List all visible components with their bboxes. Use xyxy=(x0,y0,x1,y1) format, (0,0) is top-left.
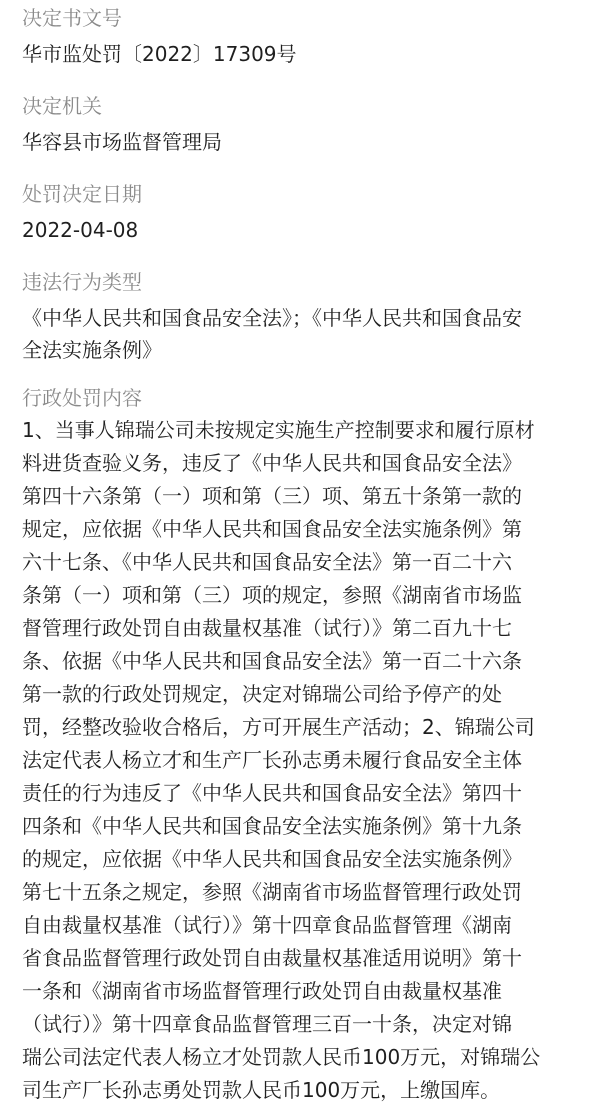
violation-type-line: 全法实施条例》 xyxy=(22,338,162,362)
penalty-content-line: 条第（一）项和第（三）项的规定，参照《湖南省市场监 xyxy=(22,583,522,607)
penalty-content-line: 自由裁量权基准（试行）》第十四章食品监督管理《湖南 xyxy=(22,913,512,937)
penalty-content-line: （试行）》第十四章食品监督管理三百一十条，决定对锦 xyxy=(22,1012,512,1036)
penalty-content-line: 第四十六条第（一）项和第（三）项、第五十条第一款的 xyxy=(22,484,522,508)
decision-date-label: 处罚决定日期 xyxy=(22,182,142,206)
decision-date-section xyxy=(22,180,578,246)
penalty-content-section xyxy=(22,384,578,1107)
penalty-content-line: 料进货查验义务，违反了《中华人民共和国食品安全法》 xyxy=(22,451,522,475)
penalty-content-line: 司生产厂长孙志勇处罚款人民币100万元，上缴国库。 xyxy=(22,1078,501,1102)
violation-type-value xyxy=(22,302,578,366)
penalty-content-line: 六十七条、《中华人民共和国食品安全法》第一百二十六 xyxy=(22,550,512,574)
penalty-content-line: 罚，经整改验收合格后，方可开展生产活动；2、锦瑞公司 xyxy=(22,715,535,739)
penalty-content-line: 1、当事人锦瑞公司未按规定实施生产控制要求和履行原材 xyxy=(22,418,535,442)
penalty-content-label: 行政处罚内容 xyxy=(22,386,142,410)
penalty-content-line: 责任的行为违反了《中华人民共和国食品安全法》第四十 xyxy=(22,781,522,805)
decision-date-value: 2022-04-08 xyxy=(22,218,139,242)
penalty-content-line: 第七十五条之规定，参照《湖南省市场监督管理行政处罚 xyxy=(22,880,522,904)
decision-authority-label: 决定机关 xyxy=(22,94,102,118)
penalty-content-line: 法定代表人杨立才和生产厂长孙志勇未履行食品安全主体 xyxy=(22,748,522,772)
violation-type-section xyxy=(22,268,578,366)
penalty-content-line: 省食品监督管理行政处罚自由裁量权基准适用说明》第十 xyxy=(22,946,522,970)
violation-type-label: 违法行为类型 xyxy=(22,270,142,294)
penalty-content-line: 第一款的行政处罚规定，决定对锦瑞公司给予停产的处 xyxy=(22,682,502,706)
penalty-content-line: 规定，应依据《中华人民共和国食品安全法实施条例》第 xyxy=(22,517,522,541)
violation-type-line: 《中华人民共和国食品安全法》；《中华人民共和国食品安 xyxy=(22,306,522,330)
decision-number-label: 决定书文号 xyxy=(22,6,122,30)
decision-authority-value: 华容县市场监督管理局 xyxy=(22,130,222,154)
penalty-content-line: 瑞公司法定代表人杨立才处罚款人民币100万元，对锦瑞公 xyxy=(22,1045,541,1069)
penalty-content-value xyxy=(22,414,578,1107)
decision-number-value: 华市监处罚〔2022〕17309号 xyxy=(22,42,297,66)
penalty-content-line: 督管理行政处罚自由裁量权基准（试行）》第二百九十七 xyxy=(22,616,512,640)
decision-number-section xyxy=(22,4,578,70)
decision-authority-section xyxy=(22,92,578,158)
penalty-content-line: 的规定，应依据《中华人民共和国食品安全法实施条例》 xyxy=(22,847,522,871)
penalty-content-line: 四条和《中华人民共和国食品安全法实施条例》第十九条 xyxy=(22,814,522,838)
penalty-content-line: 一条和《湖南省市场监督管理行政处罚自由裁量权基准 xyxy=(22,979,502,1003)
penalty-content-line: 条、依据《中华人民共和国食品安全法》第一百二十六条 xyxy=(22,649,522,673)
